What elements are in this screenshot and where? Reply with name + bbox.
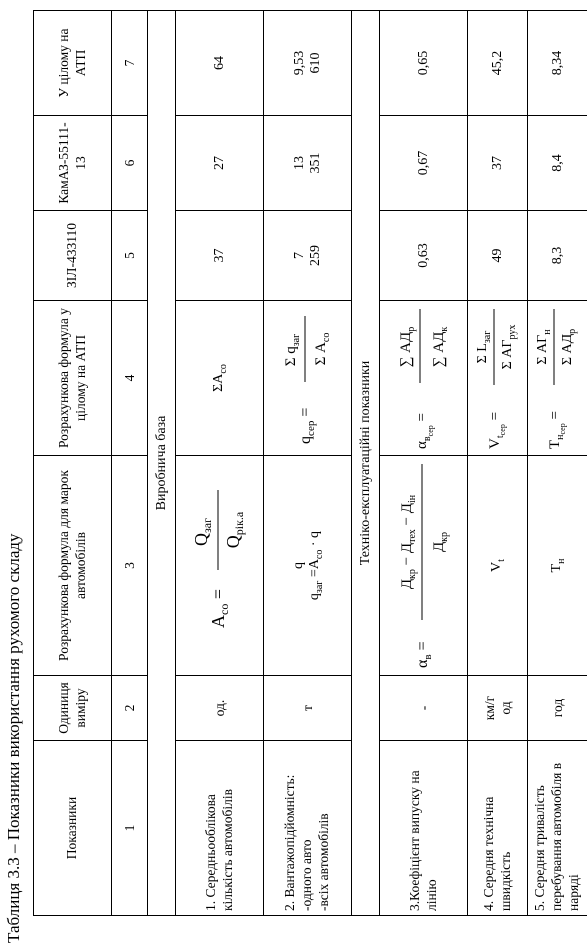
col-num-4: 4 bbox=[112, 301, 148, 456]
svg-text:Qрік.а: $Q_{рік.а}$ bbox=[223, 512, 246, 549]
svg-text:Σ АГн: Σ $АГ_н$ bbox=[535, 329, 553, 365]
value-total: 45,2 bbox=[468, 11, 528, 116]
svg-text:Σ Aсо: Σ $A_{со}$ bbox=[313, 332, 332, 366]
row-unit: - bbox=[380, 676, 468, 741]
formula-alpha-ser-graphic bbox=[389, 305, 453, 451]
section-row-production bbox=[148, 11, 176, 916]
column-number-row bbox=[112, 11, 148, 916]
svg-text:Vtсер =: $V_tсер$ = bbox=[487, 411, 507, 449]
value-kamaz: 0,67 bbox=[380, 116, 468, 211]
value-line: 351 bbox=[307, 152, 323, 174]
svg-text:∑ АДр: ∑ $АД_р$ bbox=[398, 326, 417, 368]
svg-text:αв =: $\alpha_в$ = bbox=[414, 641, 434, 669]
formula-alpha bbox=[380, 456, 468, 676]
svg-text:Σ АГрух: Σ $АГ_{рух}$ bbox=[500, 324, 518, 370]
section-production: Виробнича база bbox=[148, 11, 176, 916]
value-zil: 49 bbox=[468, 211, 528, 301]
header-formula-brand: Розрахункова формула для марок автомобілів bbox=[34, 456, 112, 676]
col-num-1: 1 bbox=[112, 741, 148, 916]
header-indicators: Показники bbox=[34, 741, 112, 916]
value-total: 8,34 bbox=[528, 11, 587, 116]
formula-sum-aco bbox=[176, 301, 264, 456]
col-num-2: 2 bbox=[112, 676, 148, 741]
value-total bbox=[264, 11, 352, 116]
row-name-line: -всіх автомобілів bbox=[315, 813, 331, 911]
formula-vt: $V_t$ bbox=[468, 456, 528, 676]
value-kamaz: 37 bbox=[468, 116, 528, 211]
value-kamaz: 27 bbox=[176, 116, 264, 211]
row-unit: т bbox=[264, 676, 352, 741]
formula-qser bbox=[264, 301, 352, 456]
value-line: 9,53 bbox=[291, 50, 307, 76]
row-name: 1. Середньооблікова кількість автомобілів bbox=[176, 741, 264, 916]
header-row bbox=[34, 11, 112, 916]
formula-vt-ser bbox=[468, 301, 528, 456]
svg-text:∑ АДк: ∑ $АД_к$ bbox=[431, 326, 450, 368]
col-num-3: 3 bbox=[112, 456, 148, 676]
svg-text:Σ Lзаг: Σ $L_{заг}$ bbox=[475, 330, 493, 364]
row-unit: год bbox=[528, 676, 587, 741]
indicators-table bbox=[33, 10, 587, 916]
section-technical: Техніко-експлуатаційні показники bbox=[352, 11, 380, 916]
value-kamaz: 8,4 bbox=[528, 116, 587, 211]
formula-q-line: q bbox=[290, 562, 306, 569]
table-caption: Таблиця 3.3 – Показники використання рухомого складу bbox=[4, 533, 23, 943]
value-line: 259 bbox=[307, 245, 323, 266]
header-zil: ЗІЛ-433110 bbox=[34, 211, 112, 301]
row-name-line: -одного авто bbox=[299, 839, 315, 911]
formula-vt-ser-graphic bbox=[470, 305, 520, 451]
formula-aco-graphic bbox=[188, 481, 246, 651]
svg-text:Aco =: $A_{co}$ = bbox=[208, 589, 231, 629]
formula-qzag-line: $q_{заг} =A_{со} \cdot q$ bbox=[306, 530, 325, 601]
header-formula-total: Розрахункова формула у цілому на АТП bbox=[34, 301, 112, 456]
svg-text:qсер =: $q_{сер}$ = bbox=[297, 407, 317, 444]
table-row bbox=[380, 11, 468, 916]
row-name: 3.Коефіцієнт випуску на лінію bbox=[380, 741, 468, 916]
row-name: 5. Середня тривалість перебування автомобіля в наряді bbox=[528, 741, 587, 916]
row-name: 4. Середня технічна швидкість bbox=[468, 741, 528, 916]
formula-qser-graphic bbox=[276, 308, 334, 448]
svg-text:αвсер =: $\alpha_{всер}$ = bbox=[414, 412, 435, 449]
svg-text:Дкр − Дтех − Дін: $Д_{кр} - Д_{тех} - Д_{ін}$ bbox=[399, 495, 418, 590]
svg-text:Qзаг: $Q_{заг}$ bbox=[191, 518, 214, 547]
svg-text:Σ qзаг: Σ $q_{заг}$ bbox=[283, 333, 302, 367]
value-total: 64 bbox=[176, 11, 264, 116]
row-unit: од. bbox=[176, 676, 264, 741]
value-zil: 0,63 bbox=[380, 211, 468, 301]
header-total: У цілому на АТП bbox=[34, 11, 112, 116]
row-name bbox=[264, 741, 352, 916]
value-zil: 37 bbox=[176, 211, 264, 301]
svg-text:Σ АДр: Σ $АД_р$ bbox=[560, 328, 578, 366]
col-num-7: 7 bbox=[112, 11, 148, 116]
formula-tn-ser-graphic bbox=[530, 305, 580, 451]
row-name-line: 2. Вантажопідйомність: bbox=[282, 774, 298, 911]
table-row bbox=[528, 11, 587, 916]
formula-alpha-graphic bbox=[391, 461, 451, 671]
value-zil bbox=[264, 211, 352, 301]
formula-tn: $Т_н$ bbox=[528, 456, 587, 676]
formula-alpha-ser bbox=[380, 301, 468, 456]
formula-q bbox=[264, 456, 352, 676]
table-row bbox=[176, 11, 264, 916]
svg-text:Тнсер =: $Т_нсер$ = bbox=[547, 411, 567, 449]
row-unit-line: од bbox=[497, 701, 513, 715]
value-zil: 8,3 bbox=[528, 211, 587, 301]
row-unit bbox=[468, 676, 528, 741]
table-row bbox=[468, 11, 528, 916]
row-unit-line: км/г bbox=[481, 695, 497, 721]
section-row-technical bbox=[352, 11, 380, 916]
header-kamaz: КамАЗ-55111-13 bbox=[34, 116, 112, 211]
col-num-6: 6 bbox=[112, 116, 148, 211]
table-row bbox=[264, 11, 352, 916]
svg-text:Дкр: $Д_{кр}$ bbox=[431, 532, 450, 553]
value-line: 7 bbox=[291, 252, 307, 259]
formula-aco bbox=[176, 456, 264, 676]
formula-sum-aco-text: $\Sigma A_{со}$ bbox=[210, 364, 229, 392]
value-kamaz bbox=[264, 116, 352, 211]
value-line: 610 bbox=[307, 52, 323, 74]
header-unit: Одиниця виміру bbox=[34, 676, 112, 741]
formula-tn-ser bbox=[528, 301, 587, 456]
col-num-5: 5 bbox=[112, 211, 148, 301]
value-line: 13 bbox=[291, 156, 307, 170]
value-total: 0,65 bbox=[380, 11, 468, 116]
